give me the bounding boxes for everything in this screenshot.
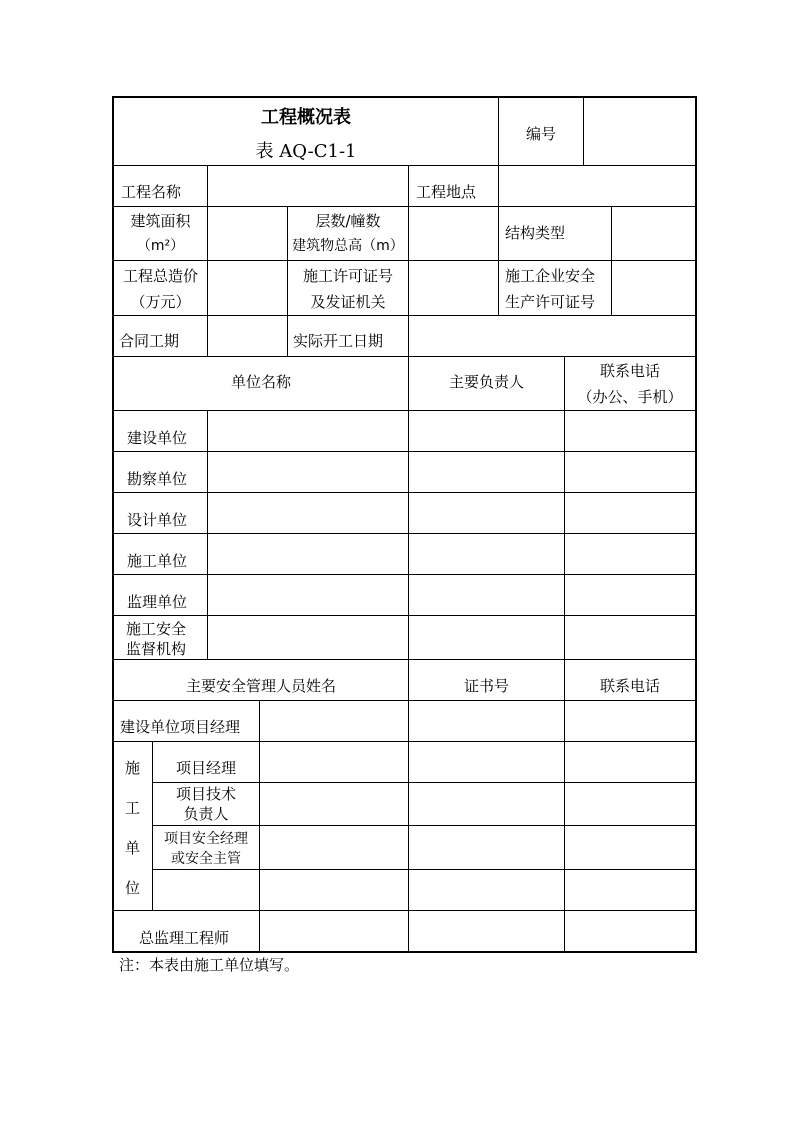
supervision-label-line2: 监督机构 bbox=[126, 640, 187, 658]
chief-supervisor-label: 总监理工程师 bbox=[139, 929, 230, 947]
col-divider bbox=[259, 700, 260, 952]
row-divider bbox=[113, 615, 696, 616]
tech-lead-label-line2: 负责人 bbox=[183, 805, 229, 823]
permit-label-line1: 施工许可证号 bbox=[302, 267, 393, 285]
structure-type-label: 结构类型 bbox=[505, 224, 566, 242]
row-divider bbox=[113, 451, 696, 452]
col-divider bbox=[408, 356, 409, 659]
form-code: 表 AQ-C1-1 bbox=[255, 141, 357, 162]
contract-period-label: 合同工期 bbox=[119, 332, 180, 350]
row-divider bbox=[113, 659, 696, 660]
form-title: 工程概况表 bbox=[261, 107, 351, 128]
row-divider bbox=[113, 260, 696, 261]
row-divider bbox=[113, 206, 696, 207]
actual-start-label: 实际开工日期 bbox=[293, 332, 384, 350]
main-person-header: 主要负责人 bbox=[448, 373, 524, 391]
construction-unit-char: 位 bbox=[125, 879, 141, 897]
safety-license-field[interactable] bbox=[612, 261, 695, 315]
building-area-label: 建筑面积 bbox=[130, 212, 191, 230]
row-divider bbox=[113, 356, 696, 357]
footnote: 注：本表由施工单位填写。 bbox=[119, 956, 300, 974]
permit-field[interactable] bbox=[409, 261, 498, 315]
row-divider bbox=[113, 410, 696, 411]
construction-unit-char: 工 bbox=[125, 799, 141, 817]
actual-start-field[interactable] bbox=[409, 316, 695, 356]
certificate-header: 证书号 bbox=[463, 677, 509, 695]
row-divider bbox=[152, 825, 696, 826]
floors-label: 层数/幢数 bbox=[315, 212, 381, 230]
unit-row-label: 施工单位 bbox=[127, 552, 188, 570]
building-area-field[interactable] bbox=[208, 207, 287, 260]
building-area-unit: （m²） bbox=[136, 238, 185, 254]
contract-period-field[interactable] bbox=[208, 316, 287, 356]
row-divider bbox=[113, 700, 696, 701]
phone-header-line2: （办公、手机） bbox=[577, 388, 683, 406]
col-divider bbox=[408, 659, 409, 952]
row-divider bbox=[113, 574, 696, 575]
row-divider bbox=[113, 910, 696, 911]
project-name-label: 工程名称 bbox=[121, 183, 182, 201]
row-divider bbox=[113, 741, 696, 742]
personnel-phone-header: 联系电话 bbox=[599, 677, 660, 695]
project-manager-label: 项目经理 bbox=[175, 759, 236, 777]
row-divider bbox=[152, 869, 696, 870]
safety-manager-label-line2: 或安全主管 bbox=[171, 851, 241, 867]
safety-manager-label-line1: 项目安全经理 bbox=[164, 831, 248, 847]
floors-height-field[interactable] bbox=[409, 207, 498, 260]
number-field[interactable] bbox=[584, 98, 695, 165]
safety-license-label-line2: 生产许可证号 bbox=[505, 293, 596, 311]
total-cost-unit: （万元） bbox=[130, 293, 191, 311]
safety-license-label-line1: 施工企业安全 bbox=[505, 267, 596, 285]
unit-row-label: 建设单位 bbox=[127, 429, 188, 447]
construction-unit-char: 施 bbox=[125, 759, 141, 777]
total-cost-field[interactable] bbox=[208, 261, 287, 315]
construction-unit-char: 单 bbox=[125, 839, 141, 857]
supervision-label-line1: 施工安全 bbox=[126, 620, 187, 638]
col-divider bbox=[564, 659, 565, 952]
permit-label-line2: 及发证机关 bbox=[310, 293, 386, 311]
phone-header-line1: 联系电话 bbox=[599, 362, 660, 380]
personnel-name-header: 主要安全管理人员姓名 bbox=[185, 677, 336, 695]
project-name-field[interactable] bbox=[208, 166, 408, 206]
project-location-field[interactable] bbox=[499, 166, 695, 206]
col-divider bbox=[498, 206, 499, 315]
col-divider bbox=[207, 410, 208, 659]
unit-row-label: 监理单位 bbox=[127, 593, 188, 611]
unit-row-label: 设计单位 bbox=[127, 511, 188, 529]
number-label: 编号 bbox=[525, 125, 556, 143]
unit-name-header: 单位名称 bbox=[230, 373, 291, 391]
structure-type-field[interactable] bbox=[612, 207, 695, 260]
row-divider bbox=[113, 533, 696, 534]
row-divider bbox=[113, 492, 696, 493]
col-divider bbox=[408, 165, 409, 206]
total-cost-label: 工程总造价 bbox=[122, 267, 198, 285]
unit-row-label: 勘察单位 bbox=[127, 470, 188, 488]
client-pm-label: 建设单位项目经理 bbox=[120, 718, 241, 736]
project-location-label: 工程地点 bbox=[416, 183, 477, 201]
tech-lead-label-line1: 项目技术 bbox=[175, 785, 236, 803]
row-divider bbox=[152, 782, 696, 783]
total-height-label: 建筑物总高（m） bbox=[292, 238, 404, 254]
